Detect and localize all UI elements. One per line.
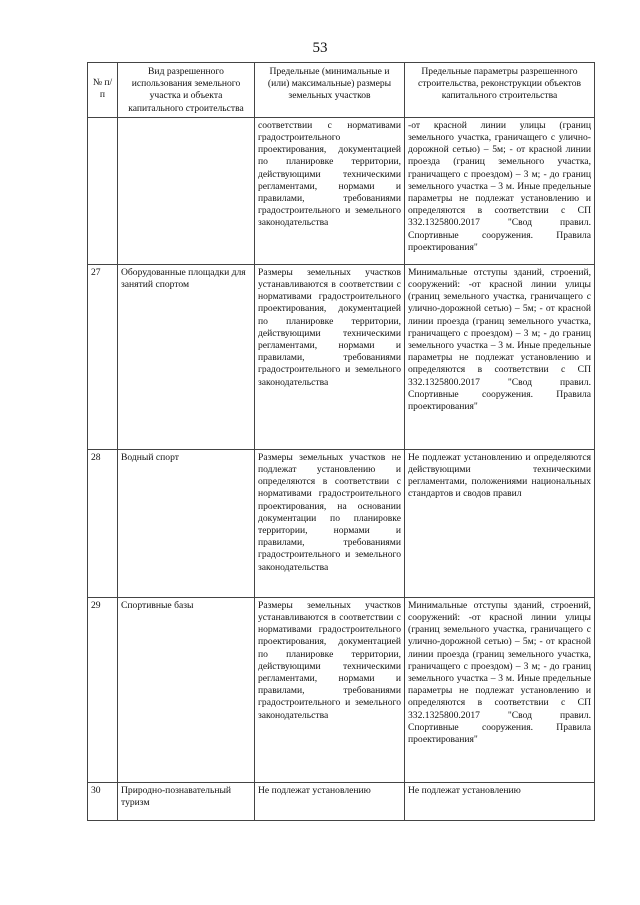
table-row — [88, 117, 595, 264]
header-kind: Вид разрешенного использования земельного участка и объекта капитального строительства — [118, 63, 255, 118]
row-kind: Спортивные базы — [118, 597, 255, 782]
row-kind: Природно-познавательный туризм — [118, 782, 255, 820]
zoning-table — [87, 62, 595, 821]
row-num: 28 — [88, 449, 118, 597]
row-params: Не подлежат установлению и определяются действующими техническими регламентами, положениями национальных стандартов и сводов правил — [405, 449, 595, 597]
row-sizes: Размеры земельных участков не подлежат установлению и определяются в соответствии с нормативами градостроительного проектирования, на основании документации по планировке территории, нормами и правилами, требованиями градостроительного и земельного законодательства — [255, 449, 405, 597]
row-sizes: соответствии с нормативами градостроительного проектирования, документацией по планировке территории, действующими техническими регламентами, нормами и правилами, требованиями градостроительного и земельного законодательства — [255, 117, 405, 264]
row-params: Минимальные отступы зданий, строений, сооружений: -от красной линии улицы (границ земельного участка, граничащего с улично-дорожной сетью) – 5м; - от красной линии проезда (границ земельного участка, граничащего с проездом) – 3 м; - до границ земельного участка – 3 м. Иные предельные параметры не подлежат установлению и определяются в соответствии с СП 332.1325800.2017 "Свод правил. Спортивные сооружения. Правила проектирования" — [405, 597, 595, 782]
row-num: 30 — [88, 782, 118, 820]
table-row — [88, 597, 595, 782]
table-row — [88, 264, 595, 449]
row-num: 29 — [88, 597, 118, 782]
row-sizes: Размеры земельных участков устанавливаются в соответствии с нормативами градостроительного проектирования, документацией по планировке территории, действующими техническими регламентами, нормами и правилами, требованиями градостроительного и земельного законодательства — [255, 597, 405, 782]
header-num: № п/п — [88, 63, 118, 118]
row-kind: Водный спорт — [118, 449, 255, 597]
row-sizes: Не подлежат установлению — [255, 782, 405, 820]
row-kind — [118, 117, 255, 264]
row-params: Минимальные отступы зданий, строений, сооружений: -от красной линии улицы (границ земельного участка, граничащего с улично-дорожной сетью) – 5м; - от красной линии проезда (границ земельного участка, граничащего с проездом) – 3 м; - до границ земельного участка – 3 м. Иные предельные параметры не подлежат установлению и определяются в соответствии с СП 332.1325800.2017 "Свод правил. Спортивные сооружения. Правила проектирования" — [405, 264, 595, 449]
table-row — [88, 782, 595, 820]
row-params: Не подлежат установлению — [405, 782, 595, 820]
row-params: -от красной линии улицы (границ земельного участка, граничащего с улично-дорожной сетью) – 5м; - от красной линии проезда (границ земельного участка, граничащего с проездом) – 3 м; - до границ земельного участка – 3 м. Иные предельные параметры не подлежат установлению и определяются в соответствии с СП 332.1325800.2017 "Свод правил. Спортивные сооружения. Правила проектирования" — [405, 117, 595, 264]
page-number: 53 — [312, 40, 328, 56]
table-row — [88, 449, 595, 597]
header-params: Предельные параметры разрешенного строительства, реконструкции объектов капитального строительства — [405, 63, 595, 118]
table-header-row — [88, 63, 595, 118]
row-num: 27 — [88, 264, 118, 449]
row-kind: Оборудованные площадки для занятий спортом — [118, 264, 255, 449]
row-num — [88, 117, 118, 264]
header-sizes: Предельные (минимальные и (или) максимальные) размеры земельных участков — [255, 63, 405, 118]
row-sizes: Размеры земельных участков устанавливаются в соответствии с нормативами градостроительного проектирования, документацией по планировке территории, действующими техническими регламентами, нормами и правилами, требованиями градостроительного и земельного законодательства — [255, 264, 405, 449]
